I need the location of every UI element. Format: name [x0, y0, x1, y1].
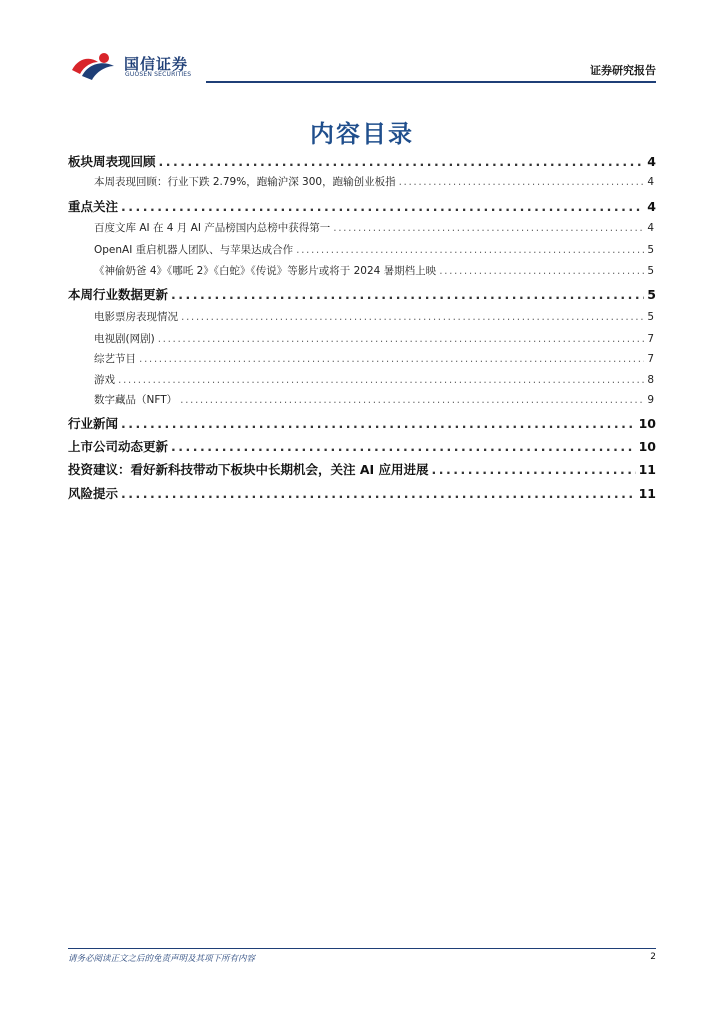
toc-entry-title: 本周行业数据更新	[68, 287, 169, 302]
toc-leader-dots	[121, 416, 636, 431]
footer-disclaimer: 请务必阅读正文之后的免责声明及其项下所有内容	[68, 954, 256, 964]
toc-entry-page: 4	[647, 222, 654, 234]
page-header	[68, 50, 656, 84]
page-number: 2	[650, 952, 656, 962]
toc-subentry[interactable]	[68, 372, 656, 390]
toc-entry-page: 10	[638, 416, 656, 431]
toc-entry-title: 重点关注	[68, 199, 119, 214]
toc-subentry[interactable]	[68, 242, 656, 260]
toc-leader-dots	[121, 486, 636, 501]
toc-entry-page: 9	[647, 394, 654, 406]
toc-subentry[interactable]	[68, 220, 656, 238]
toc-entry-title: 数字藏品（NFT）	[94, 394, 178, 406]
toc-entry[interactable]	[68, 437, 656, 457]
toc-leader-dots	[159, 154, 645, 169]
toc-entry-page: 5	[647, 311, 654, 323]
header-divider	[206, 81, 656, 83]
toc-subentry[interactable]	[68, 263, 656, 281]
toc-leader-dots	[180, 394, 644, 406]
toc-entry-page: 11	[638, 486, 656, 501]
toc-entry-title: 上市公司动态更新	[68, 439, 169, 454]
toc-leader-dots	[181, 311, 644, 323]
brand-name-cn: 国信证券	[124, 55, 189, 73]
footer-divider	[68, 948, 656, 949]
toc-leader-dots	[399, 176, 645, 188]
toc-subentry[interactable]	[68, 392, 656, 410]
toc-entry-title: OpenAI 重启机器人团队、与苹果达成合作	[94, 244, 294, 256]
toc-entry-page: 4	[647, 154, 656, 169]
toc-entry-page: 4	[647, 176, 654, 188]
toc-entry-page: 10	[638, 439, 656, 454]
toc-leader-dots	[139, 353, 644, 365]
toc-entry-title: 综艺节目	[94, 353, 136, 365]
toc-entry-title: 游戏	[94, 374, 115, 386]
toc-entry-title: 电视剧(网剧)	[94, 333, 155, 345]
toc-leader-dots	[171, 287, 644, 302]
toc-leader-dots	[158, 333, 645, 345]
toc-entry-title: 行业新闻	[68, 416, 119, 431]
toc-subentry[interactable]	[68, 351, 656, 369]
toc-entry-page: 4	[647, 199, 656, 214]
toc-entry-title: 百度文库 AI 在 4 月 AI 产品榜国内总榜中获得第一	[94, 222, 331, 234]
toc-entry-page: 7	[647, 353, 654, 365]
brand-name-en: GUOSEN SECURITIES	[125, 71, 192, 78]
toc-entry[interactable]	[68, 152, 656, 172]
toc-leader-dots	[296, 244, 644, 256]
toc-entry-title: 投资建议：看好新科技带动下板块中长期机会，关注 AI 应用进展	[68, 462, 429, 477]
toc-entry-title: 《神偷奶爸 4》《哪吒 2》《白蛇》《传说》等影片或将于 2024 暑期档上映	[94, 265, 437, 277]
toc-entry-title: 电影票房表现情况	[94, 311, 178, 323]
toc-entry-page: 7	[647, 333, 654, 345]
toc-subentry[interactable]	[68, 331, 656, 349]
toc-leader-dots	[439, 265, 644, 277]
toc-title: 内容目录	[310, 120, 414, 148]
toc-subentry[interactable]	[68, 309, 656, 327]
toc-entry-page: 5	[647, 287, 656, 302]
toc-entry[interactable]	[68, 285, 656, 305]
toc-leader-dots	[432, 462, 636, 477]
toc-entry-title: 板块周表现回顾	[68, 154, 156, 169]
toc-entry[interactable]	[68, 460, 656, 480]
toc-entry-page: 8	[647, 374, 654, 386]
toc-entry-page: 5	[647, 265, 654, 277]
toc-entry[interactable]	[68, 197, 656, 217]
toc-entry-page: 5	[647, 244, 654, 256]
toc-entry[interactable]	[68, 414, 656, 434]
toc-entry[interactable]	[68, 484, 656, 504]
toc-leader-dots	[171, 439, 636, 454]
toc-leader-dots	[121, 199, 644, 214]
toc-entry-title: 本周表现回顾：行业下跌 2.79%，跑输沪深 300，跑输创业板指	[94, 176, 396, 188]
toc-leader-dots	[333, 222, 644, 234]
toc-subentry[interactable]	[68, 174, 656, 192]
toc-entry-page: 11	[638, 462, 656, 477]
toc-leader-dots	[118, 374, 644, 386]
toc-entry-title: 风险提示	[68, 486, 119, 501]
report-type-label: 证券研究报告	[590, 64, 656, 77]
guosen-logo-icon	[68, 50, 120, 82]
